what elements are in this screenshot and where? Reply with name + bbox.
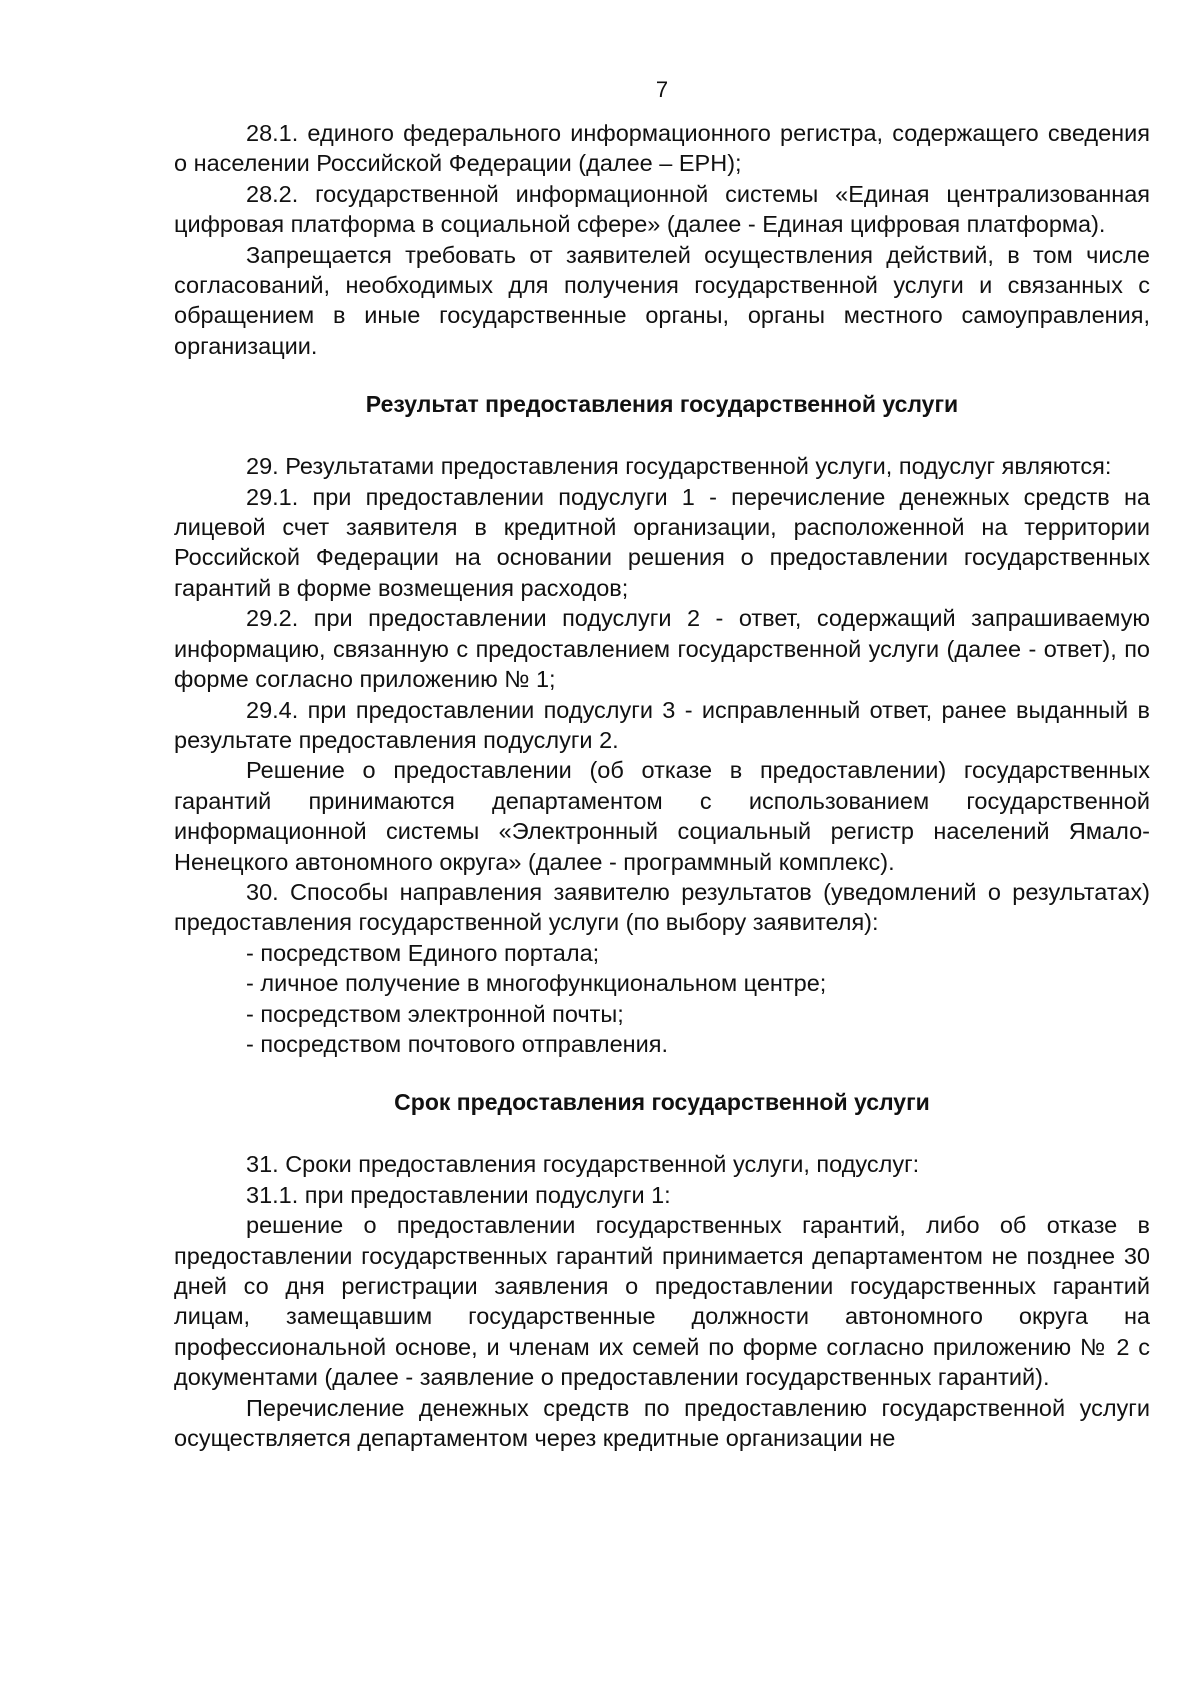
paragraph-29: 29. Результатами предоставления государственной услуги, подуслуг являются: [246, 453, 1112, 480]
paragraph-transfer: Перечисление денежных средств по предоставлению государственной услуги осуществляется департаментом через кредитные организации не [174, 1394, 1150, 1452]
paragraph-28-2: 28.2. государственной информационной системы «Единая централизованная цифровая платформа в социальной сфере» (далее - Единая цифровая платформа). [174, 180, 1150, 238]
paragraph-29-1: 29.1. при предоставлении подуслуги 1 - перечисление денежных средств на лицевой счет заявителя в кредитной организации, расположенной на территории Российской Федерации на основании решения о предоставлении государственных гарантий в форме возмещения расходов; [174, 483, 1150, 601]
bullet-post: - посредством почтового отправления. [246, 1030, 669, 1057]
paragraph-31: 31. Сроки предоставления государственной услуги, подуслуг: [246, 1151, 920, 1178]
page-number: 7 [655, 77, 669, 102]
paragraph-decision: Решение о предоставлении (об отказе в предоставлении) государственных гарантий принимаются департаментом с использованием государственной информационной системы «Электронный социальный регистр населений Ямало-Ненецкого автономного округа» (далее - программный комплекс). [174, 757, 1150, 875]
paragraph-31-1: 31.1. при предоставлении подуслуги 1: [246, 1181, 671, 1208]
heading-term: Срок предоставления государственной услуги [394, 1089, 930, 1116]
heading-result: Результат предоставления государственной услуги [365, 391, 959, 418]
paragraph-29-2: 29.2. при предоставлении подуслуги 2 - ответ, содержащий запрашиваемую информацию, связанную с предоставлением государственной услуги (далее - ответ), по форме согласно приложению № 1; [174, 605, 1150, 693]
bullet-unified-portal: - посредством Единого портала; [246, 939, 600, 966]
bullet-email: - посредством электронной почты; [246, 1000, 624, 1027]
paragraph-30: 30. Способы направления заявителю результатов (уведомлений о результатах) предоставления государственной услуги (по выбору заявителя): [174, 878, 1150, 936]
paragraph-29-4: 29.4. при предоставлении подуслуги 3 - исправленный ответ, ранее выданный в результате предоставления подуслуги 2. [174, 696, 1150, 753]
paragraph-prohibition: Запрещается требовать от заявителей осуществления действий, в том числе согласований, необходимых для получения государственной услуги и связанных с обращением в иные государственные органы, органы местного самоуправления, организации. [174, 241, 1150, 359]
paragraph-decision-term: решение о предоставлении государственных гарантий, либо об отказе в предоставлении государственных гарантий принимается департаментом не позднее 30 дней со дня регистрации заявления о предоставлении государственных гарантий лицам, замещавшим государственные должности автономного округа на профессиональной основе, и членам их семей по форме согласно приложению № 2 с документами (далее - заявление о предоставлении государственных гарантий). [174, 1212, 1150, 1391]
document-page [174, 70, 1150, 1453]
bullet-mfc: - личное получение в многофункциональном центре; [246, 970, 827, 997]
paragraph-28-1: 28.1. единого федерального информационного регистра, содержащего сведения о населении Российской Федерации (далее – ЕРН); [174, 120, 1150, 177]
